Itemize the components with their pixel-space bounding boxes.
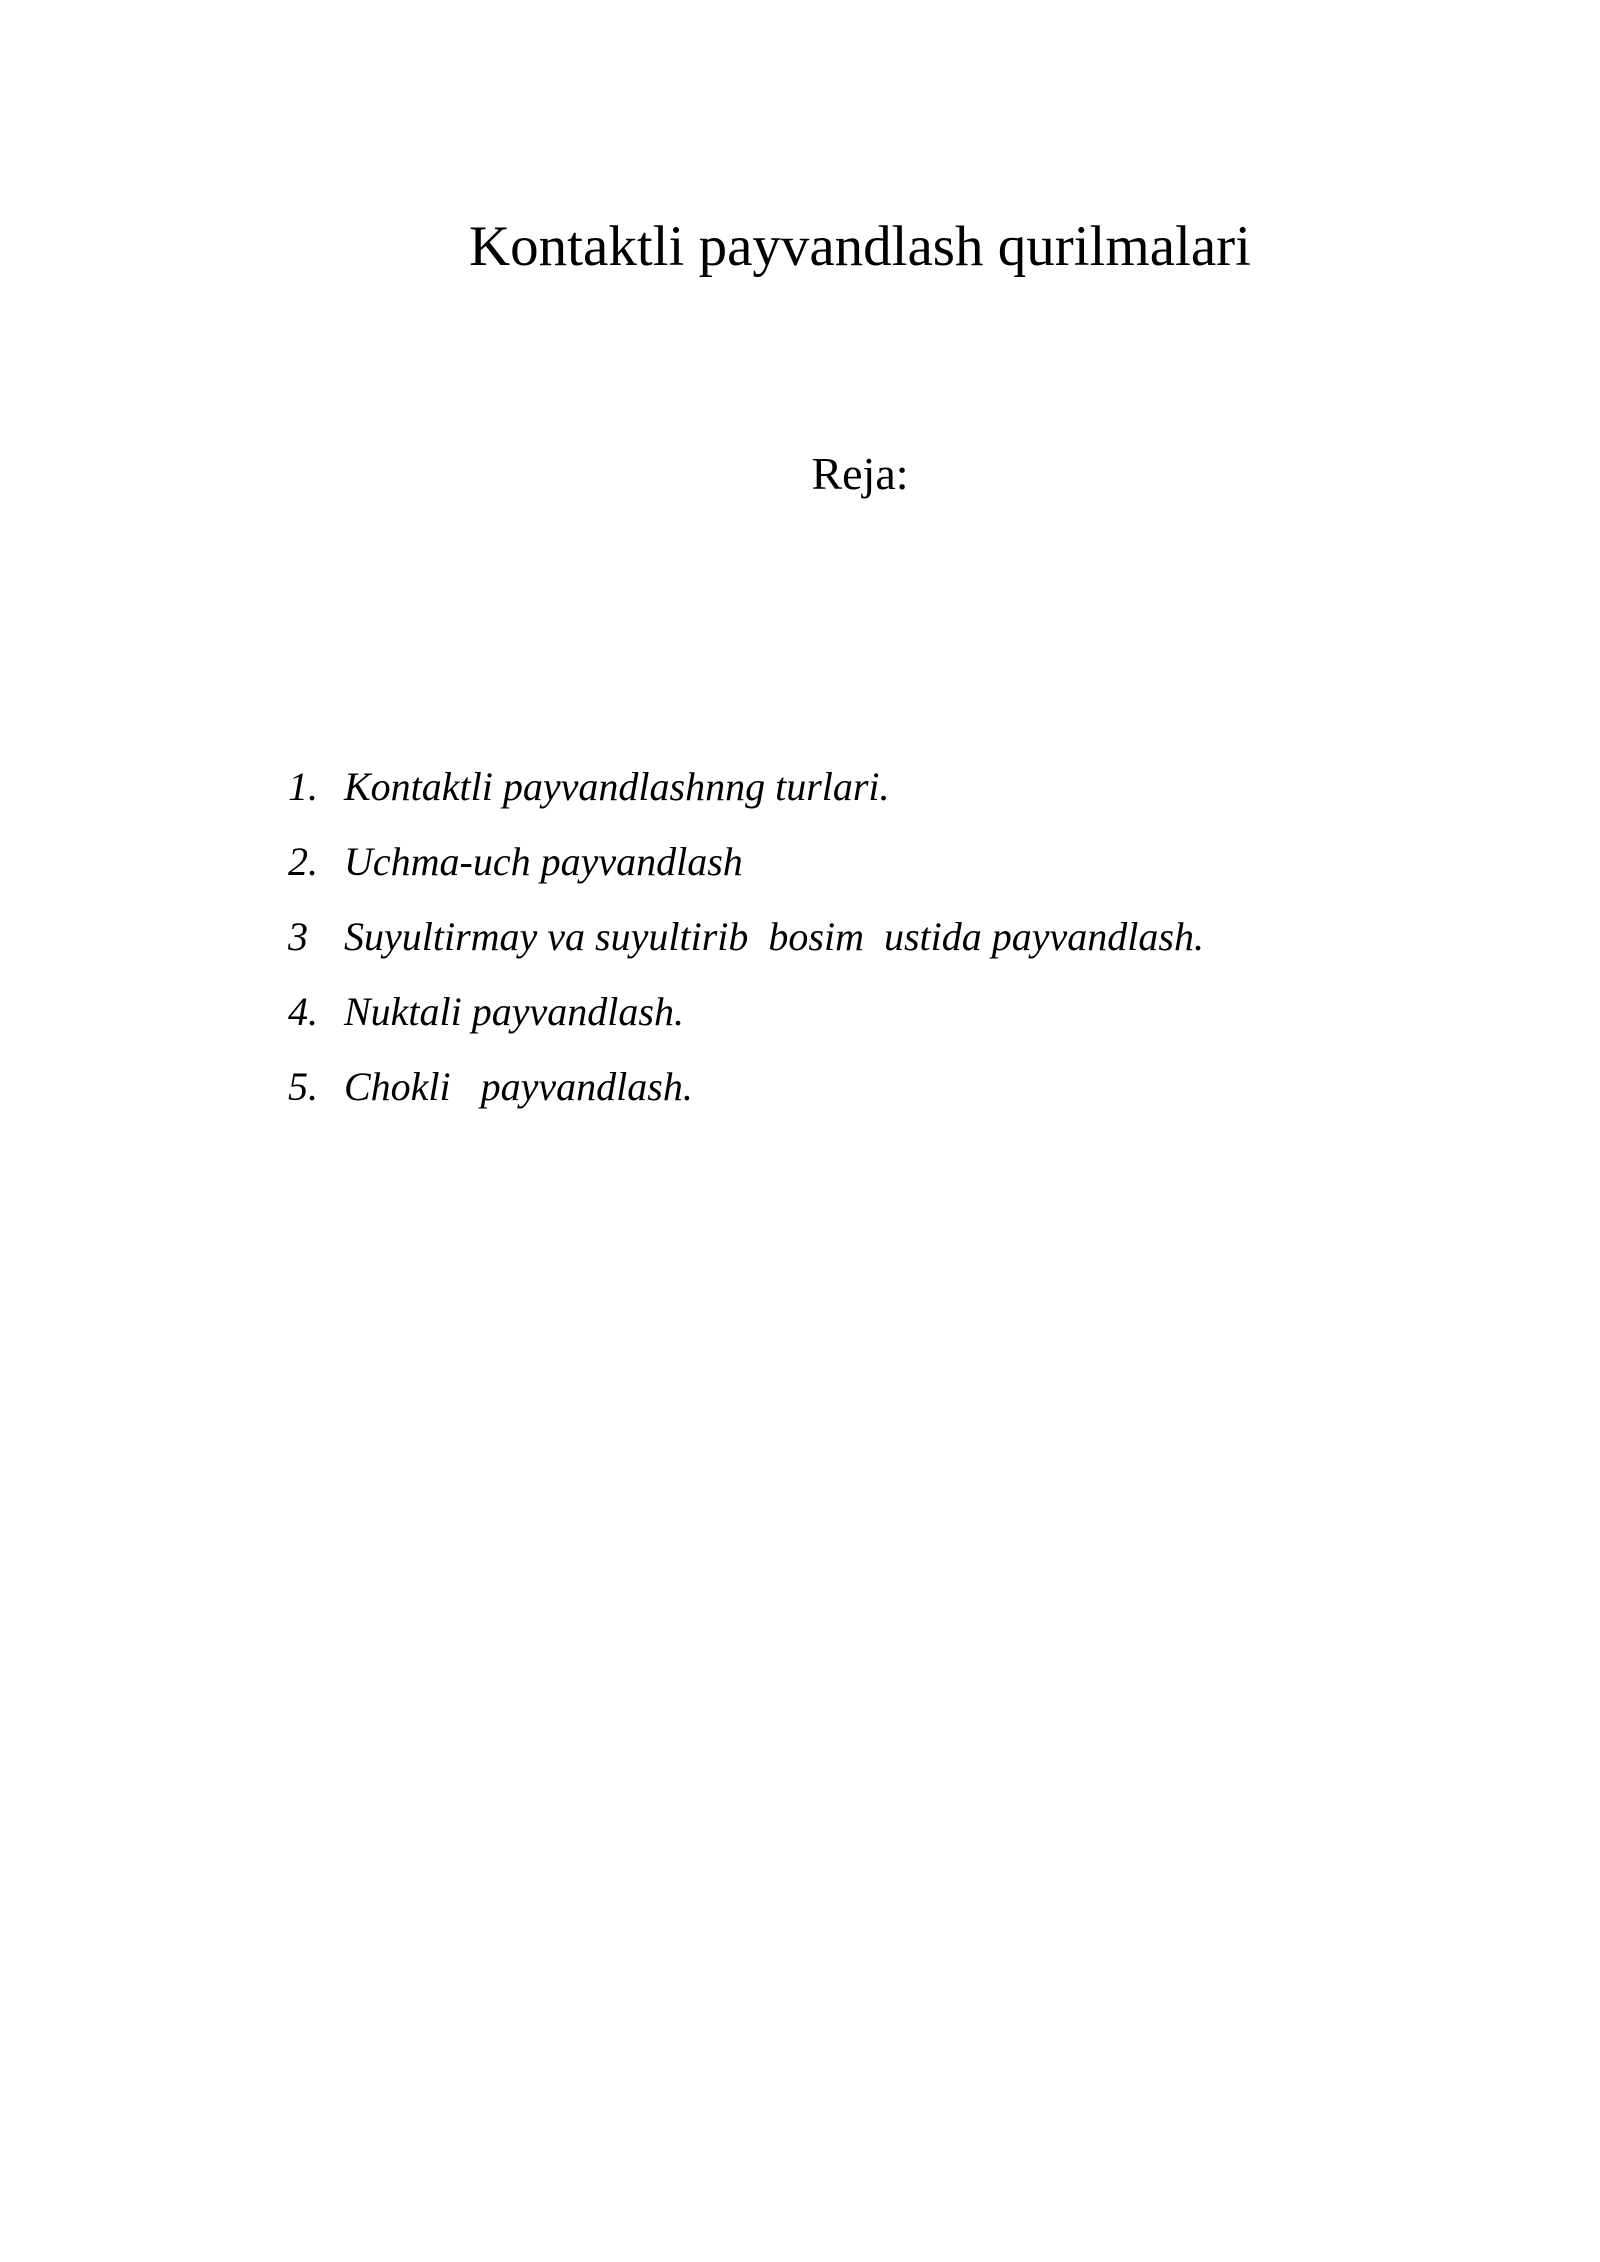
- plan-item-text: Uchma-uch payvandlash: [344, 839, 743, 884]
- plan-item: [228, 994, 1204, 1109]
- plan-item-text: Suyultirmay va suyultirib bosim ustida payvandlash.: [344, 914, 1204, 959]
- plan-item: [228, 919, 1204, 1034]
- plan-item-text: Chokli payvandlash.: [344, 1064, 693, 1109]
- plan-item-text: Nuktali payvandlash.: [344, 989, 684, 1034]
- plan-item: [228, 694, 1204, 809]
- document-title: Kontaktli payvandlash qurilmalari: [469, 215, 1251, 278]
- plan-item-number: 2.: [288, 839, 318, 884]
- plan-item-number: 5.: [288, 1064, 318, 1109]
- plan-heading: Reja:: [811, 448, 909, 499]
- plan-item-number: 3: [288, 914, 308, 959]
- plan-list: [228, 694, 1204, 1109]
- plan-item-number: 4.: [288, 989, 318, 1034]
- plan-item: [228, 844, 1204, 959]
- plan-item: [228, 769, 1204, 884]
- plan-item-number: 1.: [288, 764, 318, 809]
- plan-item-text: Kontaktli payvandlashnng turlari.: [344, 764, 890, 809]
